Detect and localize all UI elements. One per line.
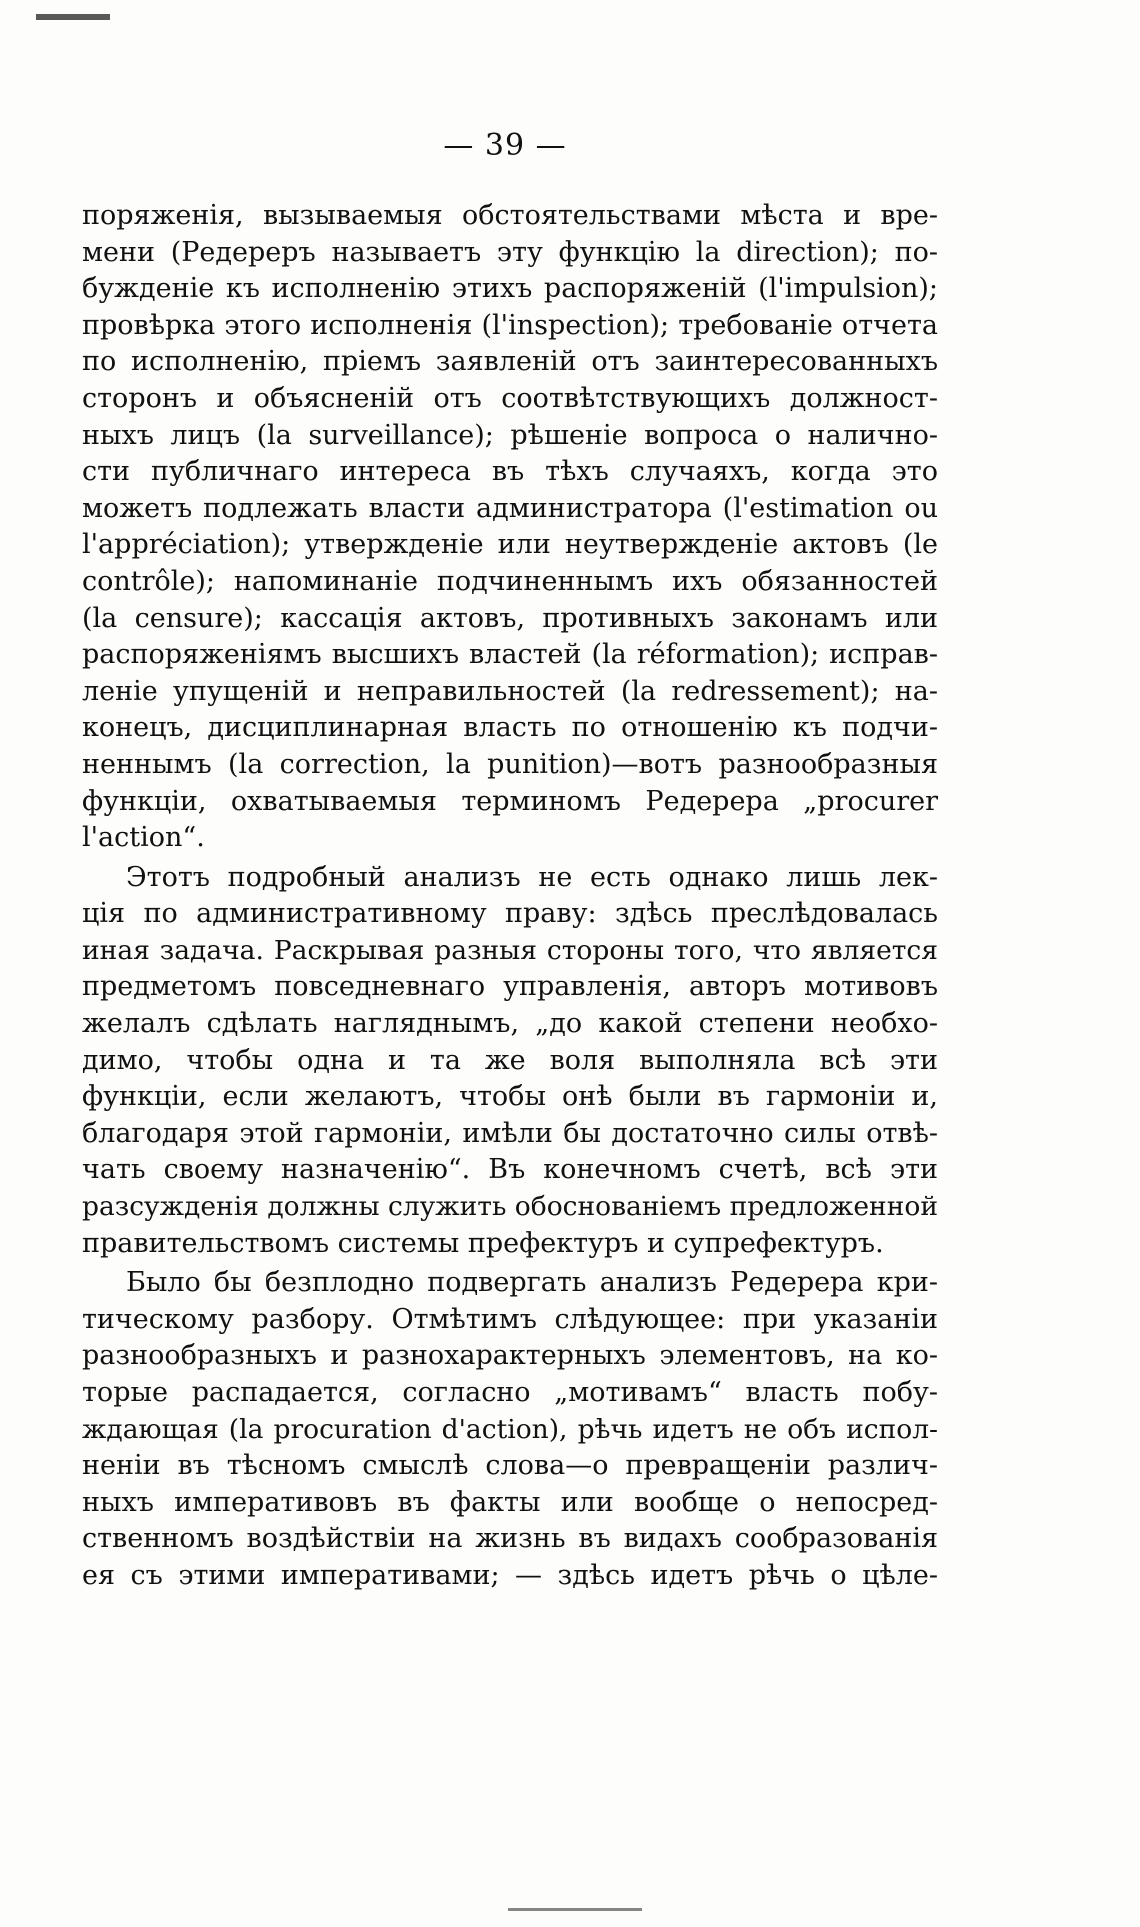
text-line: разнообразныхъ и разнохарактерныхъ элементовъ, на ко- (82, 1340, 938, 1372)
text-line: торые распадается, согласно „мотивамъ“ власть побу- (82, 1377, 938, 1408)
text-line: сти публичнаго интереса въ тѣхъ случаяхъ, когда это (82, 456, 938, 488)
text-line: конецъ, дисциплинарная власть по отношенію къ подчи- (82, 712, 938, 744)
text-line: разсужденія должны служить обоснованіемъ предложенной (82, 1191, 938, 1223)
text-line: поряженія, вызываемыя обстоятельствами мѣста и вре- (82, 200, 938, 231)
text-line: ственномъ воздѣйствіи на жизнь въ видахъ сообразованія (82, 1523, 938, 1555)
text-line: (la censure); кассація актовъ, противныхъ законамъ или (82, 602, 938, 634)
text-line: функціи, если желаютъ, чтобы онѣ были въ гармоніи и, (82, 1081, 938, 1113)
text-line: неніи въ тѣсномъ смыслѣ слова—о превращеніи различ- (82, 1450, 938, 1482)
text-line: ныхъ лицъ (la surveillance); рѣшеніе вопроса о налично- (82, 419, 938, 451)
text-line: ныхъ императивовъ въ факты или вообще о непосред- (82, 1486, 938, 1518)
text-line: иная задача. Раскрывая разныя стороны того, что является (82, 934, 938, 966)
text-line: мени (Редереръ называетъ эту функцію la direction); по- (82, 236, 938, 268)
paragraph (82, 1265, 938, 1594)
text-line: Было бы безплодно подвергать анализъ Редерера кри- (126, 1267, 938, 1299)
text-line: благодаря этой гармоніи, имѣли бы достаточно силы отвѣ- (82, 1117, 938, 1149)
scan-artifact-top (36, 14, 110, 20)
paragraph (82, 198, 938, 857)
text-line: правительствомъ системы префектуръ и супрефектуръ. (82, 1227, 884, 1259)
text-line: чать своему назначенію“. Въ конечномъ счетѣ, всѣ эти (82, 1154, 938, 1186)
paragraph (82, 860, 938, 1263)
text-line: распоряженіямъ высшихъ властей (la réformation); исправ- (82, 639, 938, 671)
text-line: димо, чтобы одна и та же воля выполняла всѣ эти (82, 1044, 938, 1076)
text-line: можетъ подлежать власти администратора (l'estimation ou (82, 492, 938, 524)
text-line: contrôle); напоминаніе подчиненнымъ ихъ обязанностей (82, 565, 938, 597)
text-line: леніе упущеній и неправильностей (la redressement); на- (82, 675, 938, 707)
scan-artifact-bottom (508, 1908, 642, 1911)
text-line: тическому разбору. Отмѣтимъ слѣдующее: при указаніи (82, 1303, 938, 1335)
text-line: функціи, охватываемыя терминомъ Редерера „procurer (82, 785, 938, 817)
text-line: Этотъ подробный анализъ не есть однако лишь лек- (126, 861, 938, 893)
text-line: l'action“. (82, 822, 205, 854)
text-line: предметомъ повседневнаго управленія, авторъ мотивовъ (82, 971, 938, 1003)
text-line: ждающая (la procuration d'action), рѣчь идетъ не объ испол- (82, 1413, 938, 1445)
text-line: провѣрка этого исполненія (l'inspection); требованіе отчета (82, 309, 938, 341)
page-number: — 39 — (443, 128, 567, 163)
text-line: сторонъ и объясненій отъ соотвѣтствующихъ должност- (82, 382, 938, 414)
text-line: неннымъ (la correction, la punition)—вотъ разнообразныя (82, 748, 938, 780)
text-line: l'appréciation); утвержденіе или неутвержденіе актовъ (le (82, 529, 938, 561)
text-line: бужденіе къ исполненію этихъ распоряженій (l'impulsion); (82, 273, 938, 305)
text-line: ея съ этими императивами; — здѣсь идетъ рѣчь о цѣле- (82, 1559, 938, 1591)
body-text (82, 198, 938, 1595)
text-line: желалъ сдѣлать нагляднымъ, „до какой степени необхо- (82, 1008, 938, 1040)
text-line: ція по административному праву: здѣсь преслѣдовалась (82, 898, 938, 930)
text-line: по исполненію, пріемъ заявленій отъ заинтересованныхъ (82, 346, 938, 378)
